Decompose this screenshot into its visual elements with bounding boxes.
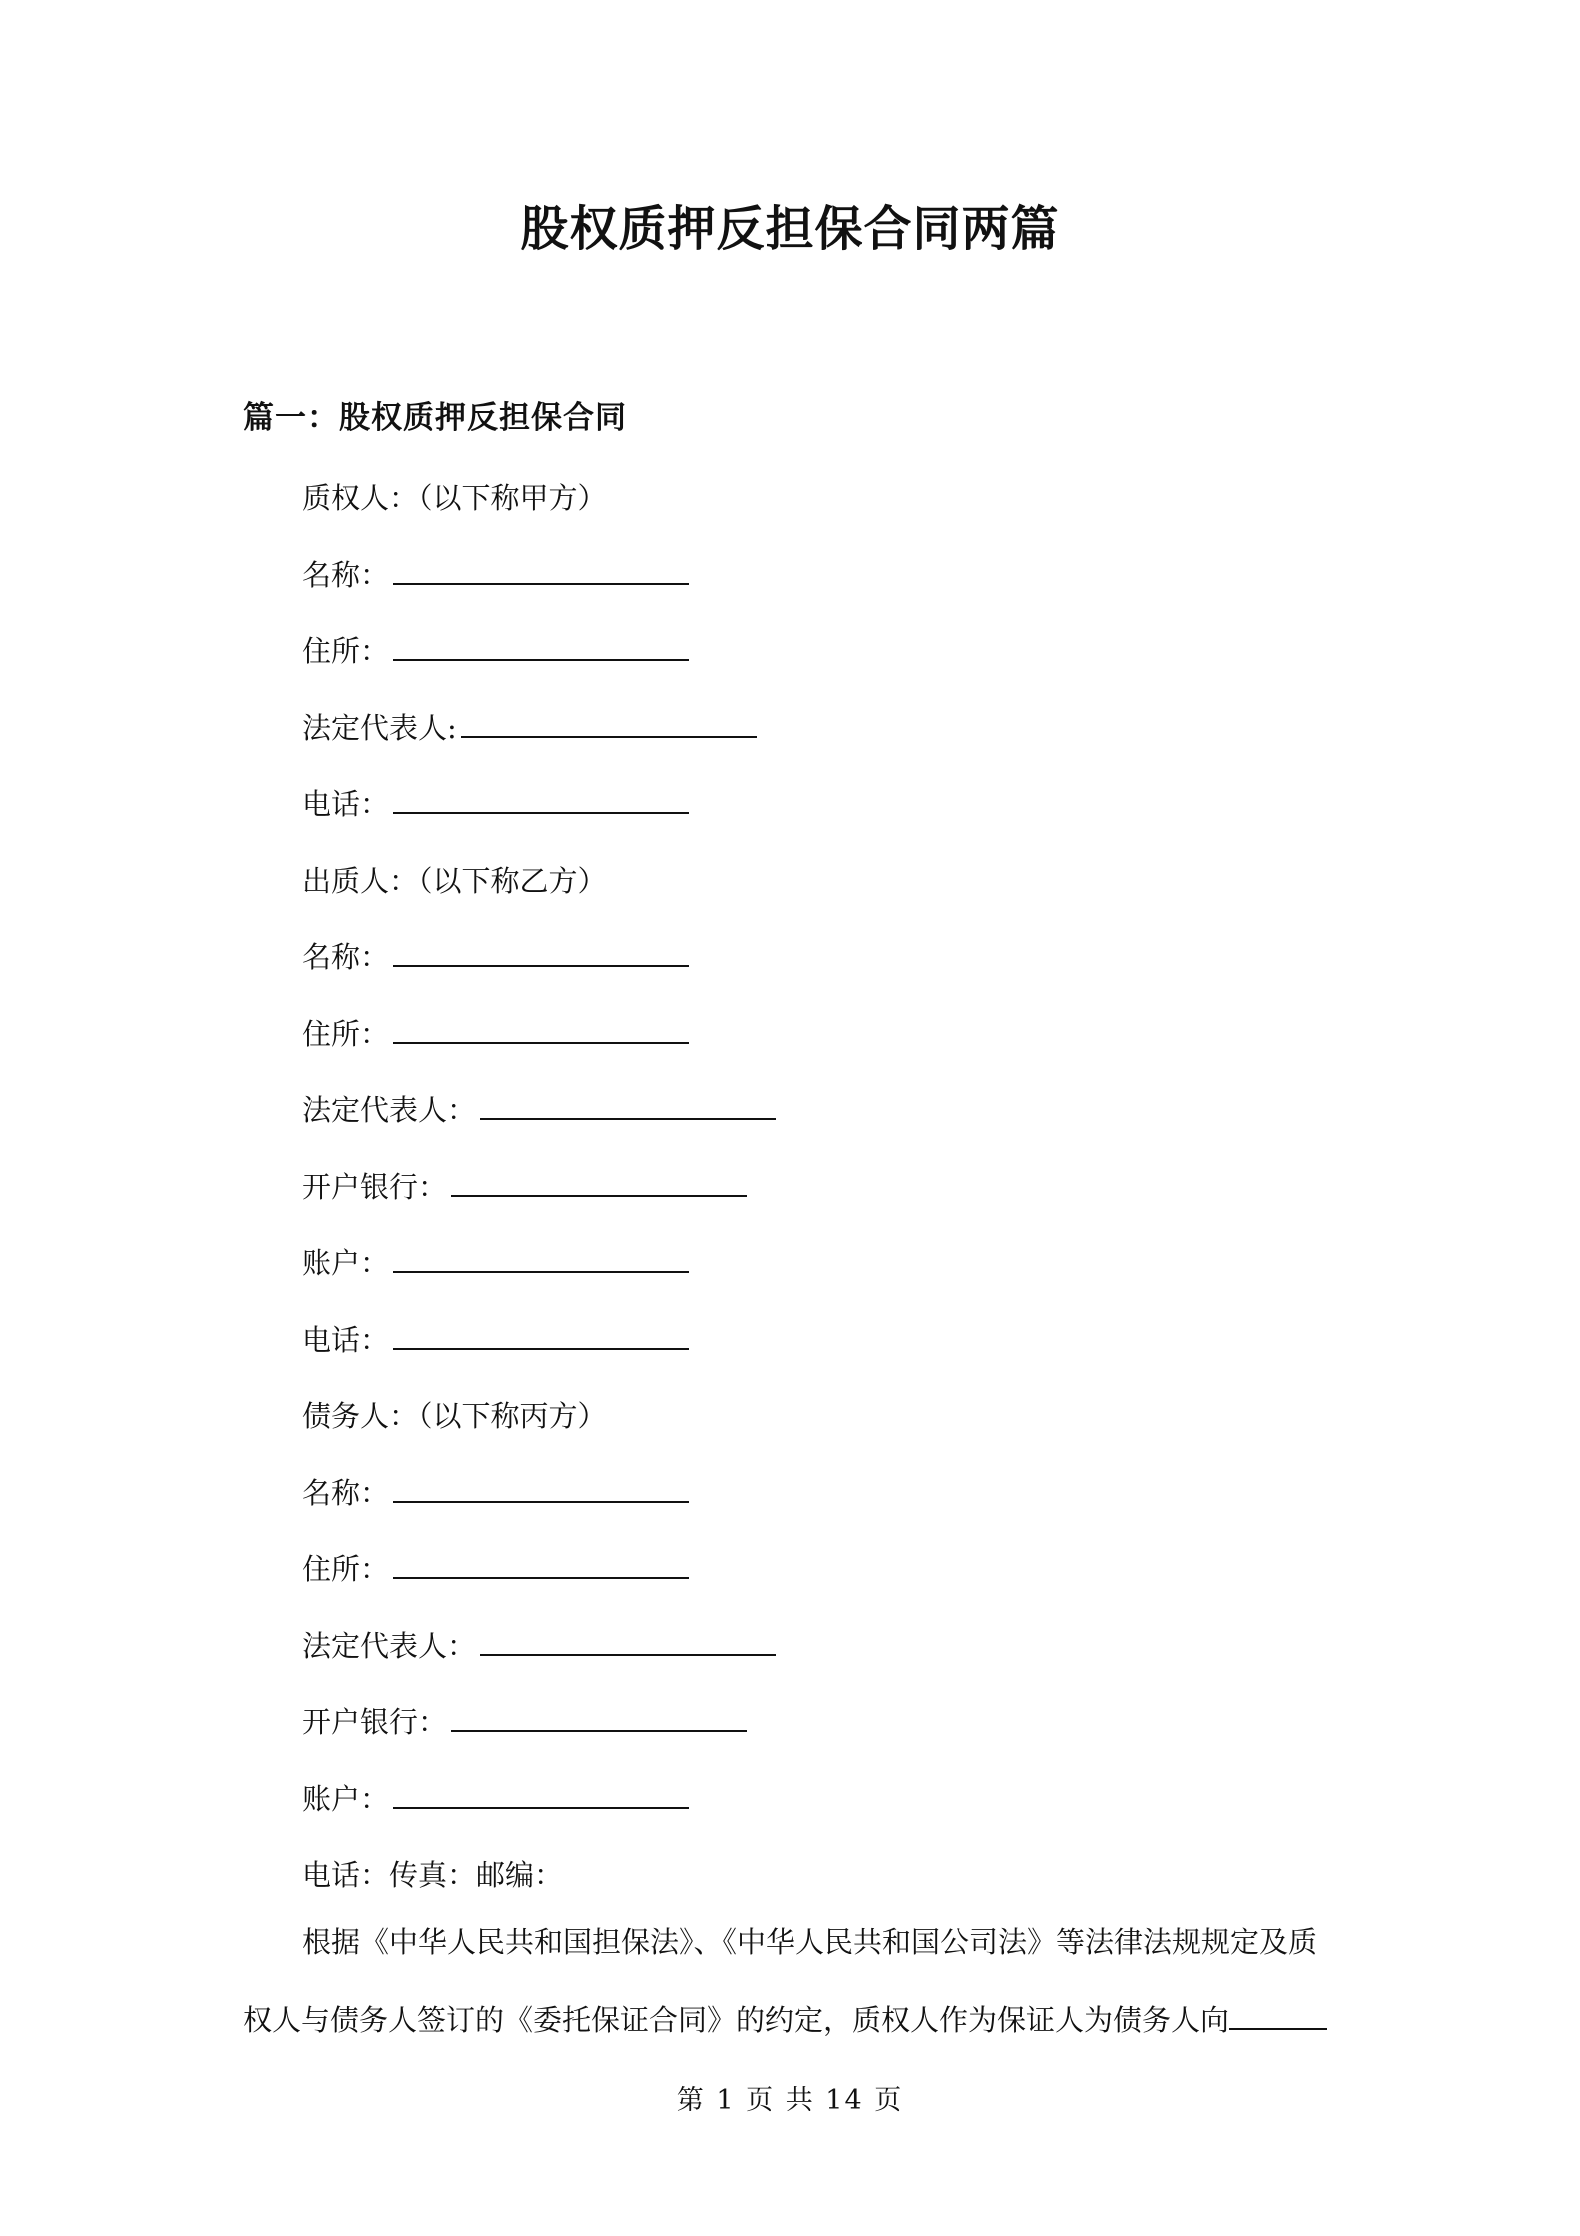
contract-paragraph-line-2-text: 权人与债务人签订的《委托保证合同》的约定，质权人作为保证人为债务人向: [243, 2003, 1230, 2037]
section-heading: 篇一：股权质押反担保合同: [243, 400, 627, 436]
fill-in-blank[interactable]: [393, 1473, 689, 1503]
field-row: [302, 1320, 689, 1360]
fill-in-blank[interactable]: [393, 555, 689, 585]
fill-in-blank[interactable]: [393, 631, 689, 661]
field-row: [302, 1014, 689, 1054]
field-label: 法定代表人:: [302, 711, 457, 745]
field-row: [302, 1626, 776, 1666]
contract-paragraph-line-1: 根据《中华人民共和国担保法》、《中华人民共和国公司法》等法律法规规定及质: [302, 1925, 1318, 1959]
fill-in-blank[interactable]: [1229, 2000, 1327, 2030]
field-label: 电话：: [302, 787, 390, 821]
field-row: [302, 861, 607, 901]
field-row: [302, 1473, 689, 1513]
fill-in-blank[interactable]: [393, 1243, 689, 1273]
field-label: 开户银行：: [302, 1705, 448, 1739]
fill-in-blank[interactable]: [451, 1702, 747, 1732]
field-label: 法定代表人：: [302, 1629, 477, 1663]
field-label: 账户：: [302, 1782, 390, 1816]
field-label: 开户银行：: [302, 1170, 448, 1204]
fill-in-blank[interactable]: [461, 708, 757, 738]
fill-in-blank[interactable]: [393, 784, 689, 814]
field-row: [302, 1702, 747, 1742]
field-label: 电话：传真：邮编：: [302, 1858, 564, 1892]
field-label: 住所：: [302, 1552, 390, 1586]
field-row: [302, 1243, 689, 1283]
field-label: 账户：: [302, 1246, 390, 1280]
fill-in-blank[interactable]: [451, 1167, 747, 1197]
field-label: 电话：: [302, 1323, 390, 1357]
field-label: 债务人：（以下称丙方）: [302, 1399, 607, 1433]
fill-in-blank[interactable]: [393, 937, 689, 967]
field-row: [302, 1549, 689, 1589]
field-row: [302, 1090, 776, 1130]
fill-in-blank[interactable]: [480, 1090, 776, 1120]
field-row: [302, 1167, 747, 1207]
field-label: 住所：: [302, 1017, 390, 1051]
field-label: 名称：: [302, 1476, 390, 1510]
field-label: 名称：: [302, 558, 390, 592]
field-label: 出质人：（以下称乙方）: [302, 864, 607, 898]
fill-in-blank[interactable]: [393, 1320, 689, 1350]
field-row: [302, 631, 689, 671]
field-label: 名称：: [302, 940, 390, 974]
page-footer: 第 1 页 共 14 页: [676, 2085, 904, 2116]
field-row: [302, 555, 689, 595]
field-row: [302, 784, 689, 824]
field-row: [302, 1855, 563, 1895]
fill-in-blank[interactable]: [393, 1779, 689, 1809]
field-row: [302, 937, 689, 977]
field-row: [302, 1779, 689, 1819]
document-title: 股权质押反担保合同两篇: [520, 201, 1060, 257]
field-row: [302, 478, 607, 518]
field-label: 法定代表人：: [302, 1093, 477, 1127]
fill-in-blank[interactable]: [393, 1014, 689, 1044]
fill-in-blank[interactable]: [393, 1549, 689, 1579]
field-row: [302, 1396, 607, 1436]
field-label: 住所：: [302, 634, 390, 668]
field-row: [302, 708, 757, 748]
field-label: 质权人：（以下称甲方）: [302, 481, 607, 515]
fill-in-blank[interactable]: [480, 1626, 776, 1656]
contract-paragraph-line-2: [243, 2000, 1327, 2040]
